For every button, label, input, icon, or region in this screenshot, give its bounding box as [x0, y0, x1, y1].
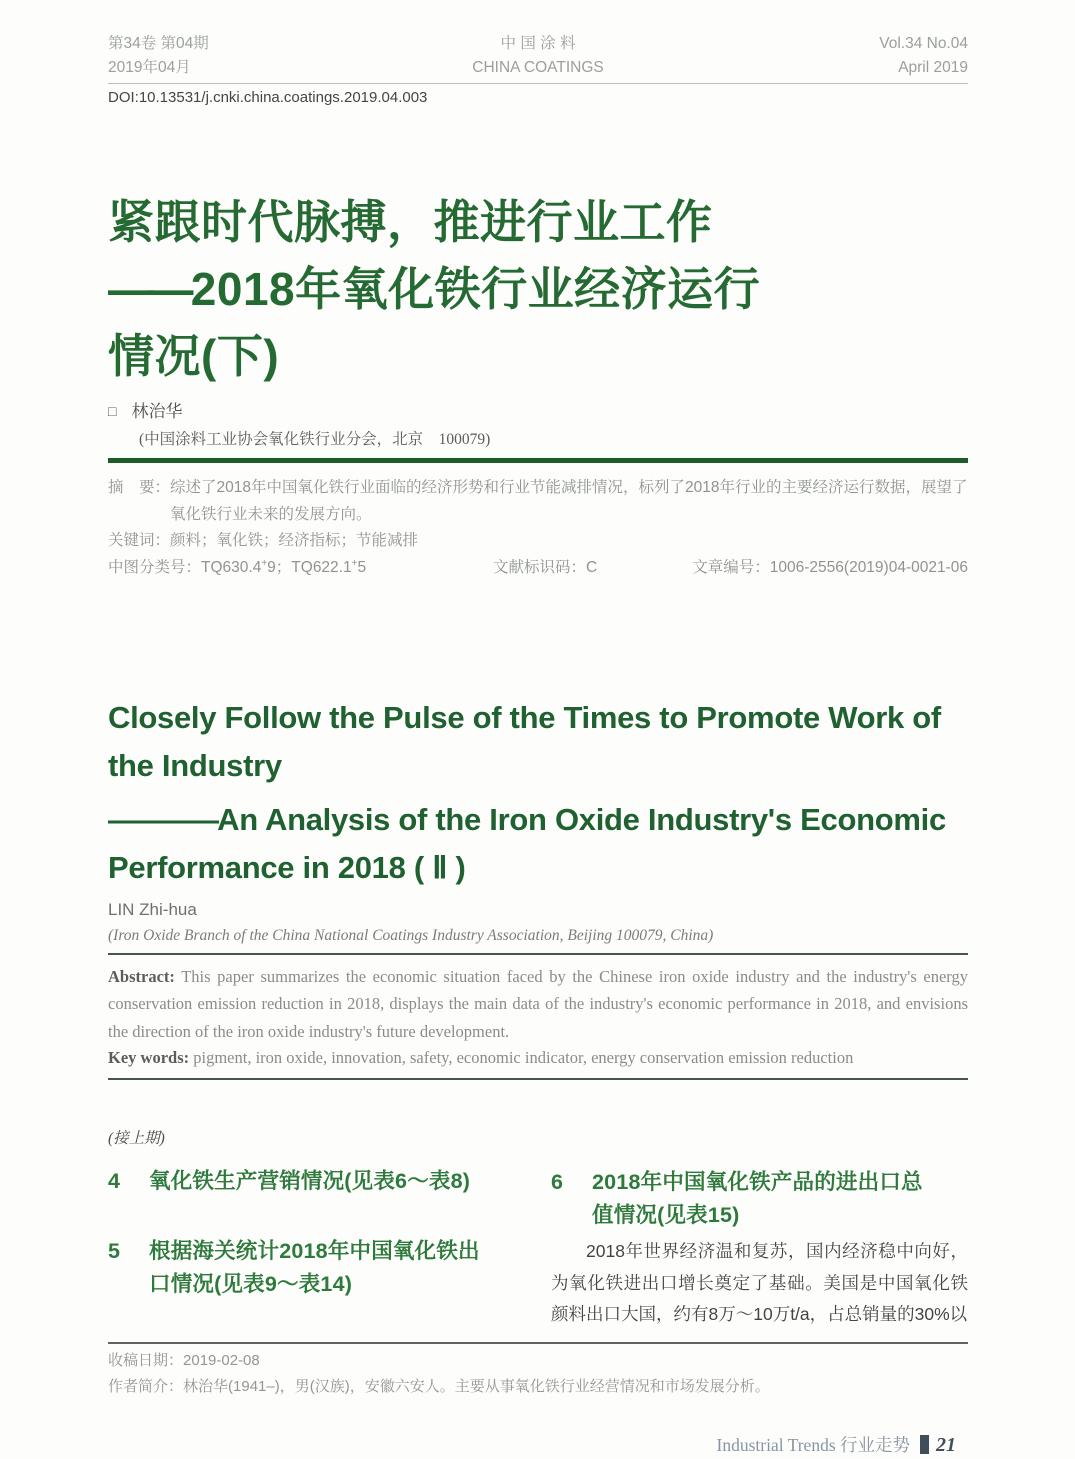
keywords-zh-label: 关键词： [108, 532, 171, 549]
section-heading-6 [551, 1166, 968, 1232]
footer-brand-zh: 行业走势 [840, 1434, 910, 1455]
article-subtitle-en: An Analysis of the Iron Oxide Industry's Economic Performance in 2018 ( Ⅱ ) [108, 801, 946, 885]
body-columns [108, 1128, 968, 1331]
page-number-bar [920, 1435, 929, 1454]
abstract-zh-label: 摘 要： [108, 479, 171, 496]
section-number: 4 [108, 1169, 121, 1193]
section-number: 6 [551, 1170, 564, 1194]
author-name-zh: 林治华 [131, 402, 183, 421]
header-divider [108, 83, 968, 84]
author-bio-label: 作者简介： [108, 1377, 184, 1395]
received-date-label: 收稿日期： [108, 1351, 184, 1369]
doi-line: DOI:10.13531/j.cnki.china.coatings.2019.04.003 [108, 89, 428, 106]
classification-row [108, 555, 968, 582]
article-title-en [108, 694, 968, 892]
affiliation-zh: (中国涂料工业协会氧化铁行业分会，北京 100079) [139, 431, 491, 448]
section-heading-5 [108, 1235, 534, 1301]
left-column [108, 1128, 534, 1331]
abstract-top-divider [108, 953, 968, 955]
article-title-en-sub [108, 796, 968, 892]
continuation-note: (接上期) [108, 1130, 165, 1147]
page-footer [108, 1432, 968, 1457]
document-code: 文献标识码：C [493, 558, 598, 576]
abstract-zh-row [108, 475, 968, 528]
author-bio-row [108, 1374, 968, 1400]
author-name-en: LIN Zhi-hua [108, 899, 197, 919]
footnote-block [108, 1348, 968, 1400]
right-column [551, 1128, 968, 1331]
journal-header [108, 0, 968, 80]
green-divider [108, 458, 968, 463]
footer-brand-en: Industrial Trends [716, 1434, 836, 1455]
author-row [108, 400, 968, 426]
keywords-zh-text: 颜料；氧化铁；经济指标；节能减排 [170, 532, 419, 549]
section-number: 5 [108, 1239, 121, 1263]
article-title-zh-line2 [108, 256, 968, 323]
section-title: 氧化铁生产营销情况(见表6～表8) [149, 1169, 471, 1193]
em-dash-rule: —— [108, 263, 188, 315]
chinese-meta-block [108, 475, 968, 582]
section-heading-4 [108, 1165, 534, 1198]
clc-number: 中图分类号：TQ630.4+9；TQ622.1+5 [108, 557, 367, 576]
body-paragraph: 2018年世界经济温和复苏，国内经济稳中向好，为氧化铁进出口增长奠定了基础。美国是中国氧化铁颜料出口大国，约有8万～10万t/a，占总销量的30%以 [551, 1241, 968, 1324]
received-date-value: 2019-02-08 [183, 1351, 260, 1369]
keywords-en-text: pigment, iron oxide, innovation, safety, economic indicator, energy conservation emission reduction [189, 1048, 854, 1067]
clc-superscript-1: + [261, 557, 268, 569]
article-number: 文章编号：1006-2556(2019)04-0021-06 [692, 558, 968, 576]
author-bio-value: 林治华(1941–)，男(汉族)，安徽六安人。主要从事氧化铁行业经营情况和市场发展分析。 [183, 1377, 770, 1395]
date-zh: 2019年04月 [108, 59, 191, 76]
affiliation-en: (Iron Oxide Branch of the China National Coatings Industry Association, Beijing 100079, China) [108, 926, 714, 944]
section-title: 2018年中国氧化铁产品的进出口总值情况(见表15) [592, 1170, 923, 1227]
article-title-en-main: Closely Follow the Pulse of the Times to Promote Work of the Industry [108, 699, 941, 783]
abstract-zh-text: 综述了2018年中国氧化铁行业面临的经济形势和行业节能减排情况，标列了2018年行业的主要经济运行数据，展望了氧化铁行业未来的发展方向。 [170, 479, 968, 523]
abstract-en-label: Abstract: [108, 966, 175, 986]
article-subtitle-zh: 2018年氧化铁行业经济运行 [190, 263, 761, 315]
keywords-en-row [108, 1045, 968, 1071]
keywords-zh-row [108, 528, 968, 555]
section-title: 根据海关统计2018年中国氧化铁出口情况(见表9～表14) [149, 1239, 480, 1296]
abstract-en-text: This paper summarizes the economic situation faced by the Chinese iron oxide industry and the industry's energy conservation emission reduction in 2018, displays the main data of the industry's economic performance in 2018, and envisions the direction of the iron oxide industry's future development. [108, 966, 968, 1041]
abstract-en-row [108, 963, 968, 1046]
abstract-bottom-divider [108, 1078, 968, 1080]
received-date-row [108, 1348, 968, 1374]
volume-issue-zh: 第34卷 第04期 [108, 35, 209, 52]
em-dash-rule-en: ———— [108, 801, 215, 837]
date-en: April 2019 [898, 59, 968, 76]
square-bullet-icon: □ [108, 405, 117, 420]
article-title-zh-line1: 紧跟时代脉搏，推进行业工作 [108, 196, 713, 248]
clc-superscript-2: + [351, 557, 358, 569]
footnote-divider [108, 1342, 968, 1344]
article-title-zh-line3: 情况(下) [108, 330, 280, 382]
article-title-zh [108, 189, 968, 390]
volume-issue-en: Vol.34 No.04 [879, 35, 968, 52]
journal-title-en: CHINA COATINGS [472, 59, 604, 76]
keywords-en-label: Key words: [108, 1048, 190, 1067]
page-number: 21 [936, 1433, 956, 1456]
journal-title-zh: 中 国 涂 料 [500, 35, 576, 52]
